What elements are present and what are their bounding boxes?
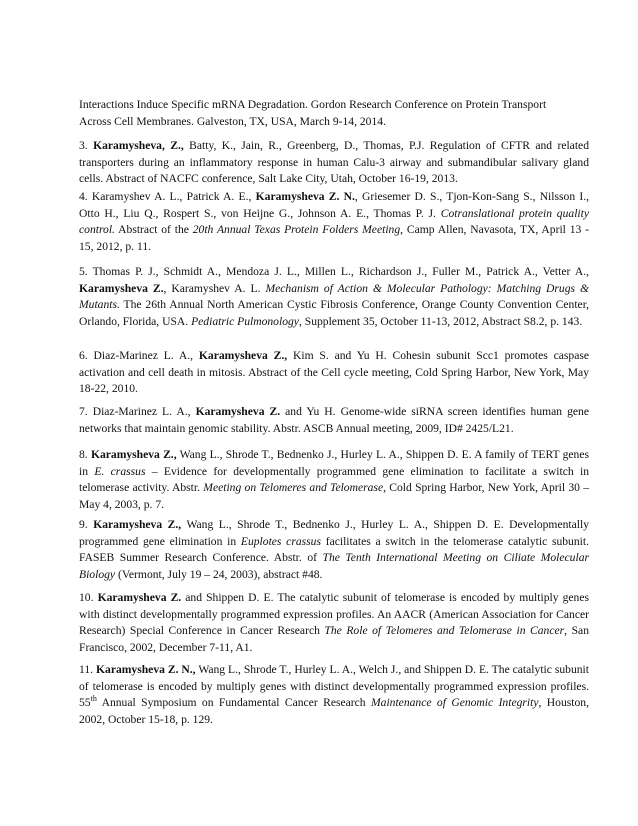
reference-entry-3 xyxy=(79,138,589,188)
entry-text: (Vermont, July 19 – 24, 2003), abstract #48. xyxy=(117,567,323,581)
entry-text: , Houston, 2002, October 15-18, p. 129. xyxy=(79,696,589,726)
species-name: Euplotes crassus xyxy=(240,534,321,548)
entry-text: Interactions Induce Specific mRNA Degradation. Gordon Research Conference on Protein Transport xyxy=(79,98,547,111)
conference-title: The Role of Telomeres and Telomerase in Cancer xyxy=(324,624,565,637)
reference-entry-9 xyxy=(79,517,589,583)
symposium-title: Maintenance of Genomic Integrity xyxy=(370,696,539,709)
reference-entry-8 xyxy=(79,447,589,513)
species-name: E. crassus xyxy=(94,464,146,478)
entry-text: , Griesemer D. S., Tjon-Kon-Sang S., Nilsson I., Otto H., Liu Q., Rospert S., von Heijne G., Johnson A. E., Thomas P. J. xyxy=(79,190,589,220)
reference-entry-11 xyxy=(79,662,589,728)
entry-number: 10. xyxy=(79,591,94,604)
entry-number: 9. xyxy=(79,518,88,531)
entry-text: Across Cell Membranes. Galveston, TX, USA, March 9-14, 2014. xyxy=(79,114,386,128)
entry-text: and Shippen D. E. The catalytic subunit of telomerase is encoded by multiply genes with distinct developmentally programmed expression profiles. An AACR (American Association for Cancer Research) Special Conference in Cancer Research xyxy=(79,591,589,637)
author-highlight: Karamysheva Z. xyxy=(195,405,281,418)
entry-number: 11. xyxy=(79,663,94,676)
entry-text: Wang L., Shrode T., Bednenko J., Hurley L. A., Shippen D. E. Developmentally programmed gene elimination in xyxy=(79,518,589,548)
author-highlight: Karamysheva, Z., xyxy=(93,139,184,152)
entry-text: 5. Thomas P. J., Schmidt A., Mendoza J. L., Millen L., Richardson J., Fuller M., Patrick A., Vetter A., xyxy=(79,265,589,278)
reference-entry-10 xyxy=(79,590,589,656)
entry-text: facilitates a switch in the telomerase catalytic subunit. FASEB Summer Research Conference. Abstr. of xyxy=(79,534,589,564)
meeting-name: Meeting on Telomeres and Telomerase, xyxy=(203,481,386,494)
entry-text: Annual Symposium on Fundamental Cancer Research xyxy=(101,696,366,709)
meeting-name: The Tenth International Meeting on Ciliate Molecular Biology xyxy=(79,551,590,581)
author-highlight: Karamysheva Z., xyxy=(90,448,177,461)
entry-text: 6. Diaz-Marinez L. A., xyxy=(79,349,194,362)
author-highlight: Karamysheva Z. xyxy=(97,591,182,604)
author-highlight: Karamysheva Z. N. xyxy=(255,190,355,203)
entry-number: 8. xyxy=(79,448,88,461)
journal-name: Pediatric Pulmonology xyxy=(191,314,299,328)
entry-text: – Evidence for developmentally programmed gene elimination to facilitate a switch in telomerase activity. Abstr. xyxy=(79,464,589,494)
entry-text: , San Francisco, 2002, December 7-11, A1. xyxy=(79,624,589,654)
reference-entry-4 xyxy=(79,189,589,255)
entry-text: The 26th Annual North American Cystic Fibrosis Conference, Orange County Convention Center, Orlando, Florida, USA. xyxy=(79,298,589,328)
entry-title: Mechanism of Action & Molecular Pathology: Matching Drugs & Mutants. xyxy=(79,281,589,311)
entry-number: 3. xyxy=(79,139,88,152)
author-highlight: Karamysheva Z., xyxy=(93,518,182,531)
author-highlight: Karamysheva Z., xyxy=(198,349,288,362)
entry-text: , Karamyshev A. L. xyxy=(163,281,261,295)
entry-text: Batty, K., Jain, R., Greenberg, D., Thomas, P.J. Regulation of CFTR and related transporters during an inflammatory response in human Calu-3 airway and submandibular salivary gland cells. Abstract of NACFC conference, Salt Lake City, Utah, October 16-19, 2013. xyxy=(79,139,589,185)
entry-text: 4. Karamyshev A. L., Patrick A. E., xyxy=(79,190,252,203)
reference-entry-continued xyxy=(79,97,589,130)
author-highlight: Karamysheva Z. xyxy=(79,281,164,295)
reference-entry-5 xyxy=(79,264,589,330)
entry-text: and Yu H. Genome-wide siRNA screen identifies human gene networks that maintain genomic stability. Abstr. ASCB Annual meeting, 2009, ID# 2425/L21. xyxy=(79,405,589,435)
entry-text: Wang L., Shrode T., Hurley L. A., Welch J., and Shippen D. E. The catalytic subunit of telomerase is encoded by multiply genes with distinct developmentally programmed expression profiles. 55 xyxy=(79,663,589,709)
entry-text: Abstract of the xyxy=(118,223,189,236)
entry-title: Cotranslational protein quality control. xyxy=(79,206,590,236)
entry-text: , Supplement 35, October 11-13, 2012, Abstract S8.2, p. 143. xyxy=(298,314,583,328)
ordinal-superscript: th xyxy=(90,694,97,704)
reference-entry-7 xyxy=(79,404,589,437)
meeting-name: 20th Annual Texas Protein Folders Meeting xyxy=(192,223,401,236)
entry-text: Wang L., Shrode T., Bednenko J., Hurley L. A., Shippen D. E. A family of TERT genes in xyxy=(79,448,589,478)
entry-text: 7. Diaz-Marinez L. A., xyxy=(79,405,191,418)
entry-text: Cold Spring Harbor, New York, April 30 – May 4, 2003, p. 7. xyxy=(79,481,590,511)
reference-entry-6 xyxy=(79,348,589,398)
entry-text: , Camp Allen, Navasota, TX, April 13 - 15, 2012, p. 11. xyxy=(79,223,589,253)
entry-text: Kim S. and Yu H. Cohesin subunit Scc1 promotes caspase activation and cell death in mitosis. Abstract of the Cell cycle meeting, Cold Spring Harbor, New York, May 18-22, 2010. xyxy=(79,349,589,395)
author-highlight: Karamysheva Z. N., xyxy=(96,663,196,676)
